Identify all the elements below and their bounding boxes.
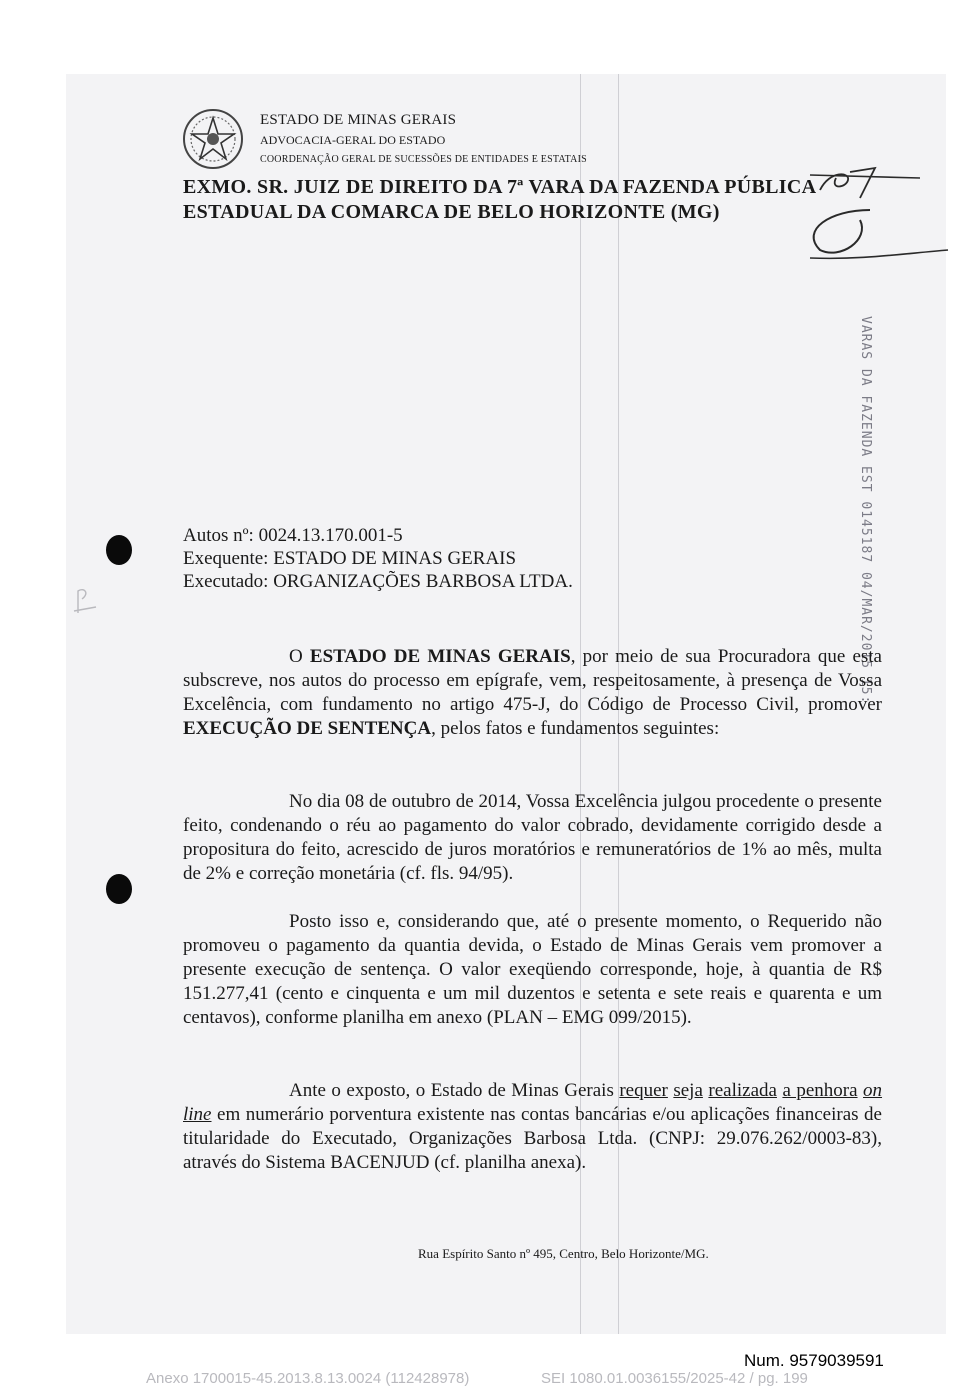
footer-address: Rua Espírito Santo nº 495, Centro, Belo Horizonte/MG. — [418, 1246, 709, 1261]
paragraph-request: Ante o exposto, o Estado de Minas Gerais requer seja realizada a penhora on line em numerário porventura existente nas contas bancárias e/ou aplicações financeiras de titularidade do Executado, Organizações Barbosa Ltda. (CNPJ: 29.076.262/0003-83), através do Sistema BACENJUD (cf. planilha anexa). — [183, 1080, 883, 1173]
document-number: Num. 9579039591 — [744, 1351, 884, 1370]
punch-hole — [106, 535, 132, 565]
paragraph-intro: O ESTADO DE MINAS GERAIS, por meio de sua Procuradora que esta subscreve, nos autos do processo em epígrafe, vem, respeitosamente, à presença de Vossa Excelência, com fundamento no artigo 475-J, do Código de Processo Civil, promover EXECUÇÃO DE SENTENÇA, pelos fatos e fundamentos seguintes: — [183, 646, 882, 739]
case-executado: Executado: ORGANIZAÇÕES BARBOSA LTDA. — [183, 571, 573, 592]
letterhead-state: ESTADO DE MINAS GERAIS — [260, 112, 457, 128]
paragraph-judgment: No dia 08 de outubro de 2014, Vossa Excelência julgou procedente o presente feito, condenando o réu ao pagamento do valor cobrado, devidamente corrigido desde a propositura do feito, acrescido de juros moratórios e remuneratórios de 1% ao mês, multa de 2% e correção monetária (cf. fls. 94/95). — [183, 791, 882, 884]
case-exequente: Exequente: ESTADO DE MINAS GERAIS — [183, 548, 517, 569]
punch-hole — [106, 874, 132, 904]
action-type: EXECUÇÃO DE SENTENÇA — [183, 718, 432, 739]
state-coat-of-arms-icon — [182, 108, 244, 170]
party-name: ESTADO DE MINAS GERAIS — [309, 646, 571, 667]
attachment-reference: Anexo 1700015-45.2013.8.13.0024 (112428978) — [146, 1370, 470, 1387]
sei-reference: SEI 1080.01.0036155/2025-42 / pg. 199 — [541, 1370, 808, 1387]
addressee-heading — [183, 175, 883, 225]
case-details — [183, 524, 573, 593]
heading-line-2: ESTADUAL DA COMARCA DE BELO HORIZONTE (MG) — [183, 201, 720, 223]
case-number: Autos nº: 0024.13.170.001-5 — [183, 525, 403, 546]
protocol-stamp: VARAS DA FAZENDA EST 0145187 04/MAR/2015 15: — [858, 316, 873, 705]
handwritten-mark-icon — [70, 585, 100, 615]
letterhead-agency: ADVOCACIA-GERAL DO ESTADO — [260, 133, 446, 147]
letterhead-department: COORDENAÇÃO GERAL DE SUCESSÕES DE ENTIDADES E ESTATAIS — [260, 154, 587, 165]
heading-line-1: EXMO. SR. JUIZ DE DIREITO DA 7ª VARA DA FAZENDA PÚBLICA — [183, 176, 817, 198]
paragraph-amount: Posto isso e, considerando que, até o presente momento, o Requerido não promoveu o pagamento da quantia devida, o Estado de Minas Gerais vem promover a presente execução de sentença. O valor exeqüendo corresponde, hoje, à quantia de R$ 151.277,41 (cento e cinquenta e um mil duzentos e setenta e sete reais e quarenta e um centavos), conforme planilha em anexo (PLAN – EMG 099/2015). — [183, 911, 882, 1028]
